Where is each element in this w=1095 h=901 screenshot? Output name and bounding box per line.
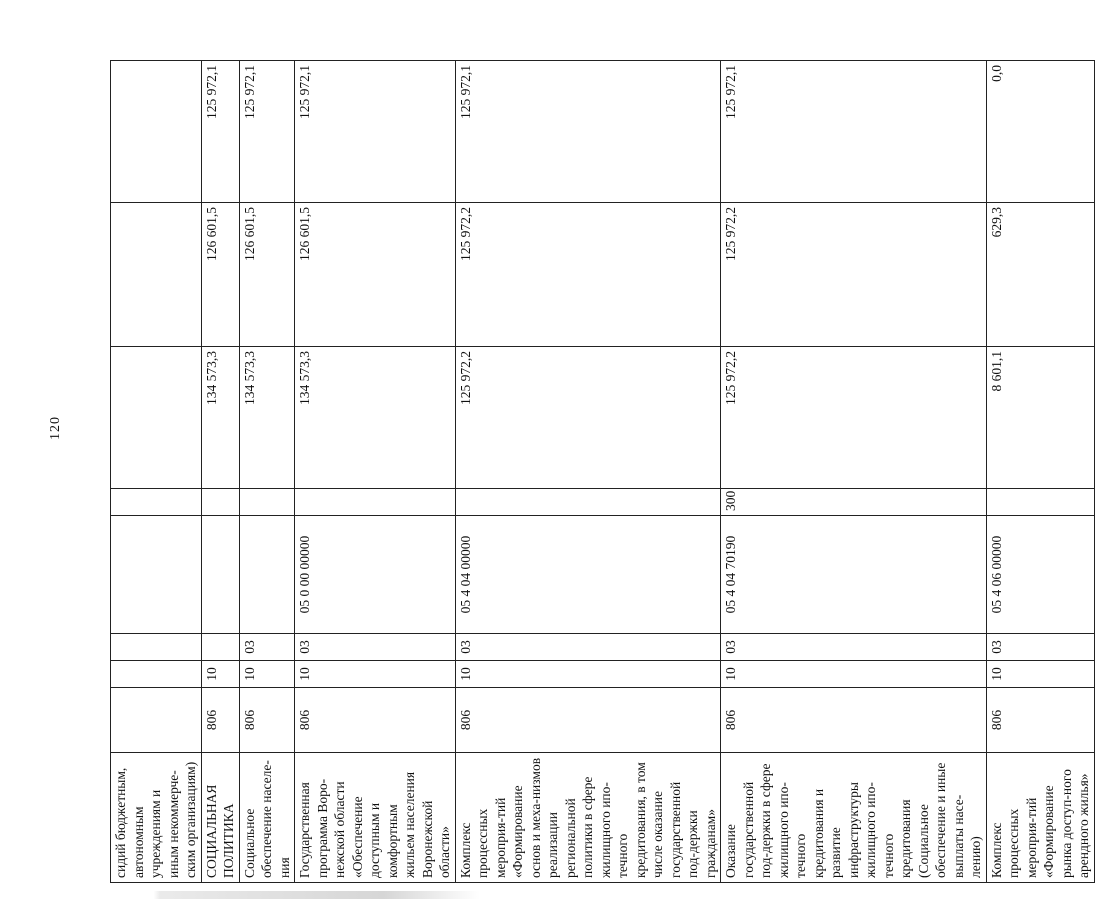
amount-year2-cell: 125 972,2 — [721, 203, 987, 347]
expense-type-cell: 300 — [721, 489, 987, 516]
section-code-cell: 10 — [295, 661, 456, 688]
amount-year1-cell: 134 573,3 — [201, 347, 239, 489]
section-code-cell: 10 — [455, 661, 721, 688]
table-row — [111, 61, 202, 883]
expense-type-cell — [111, 489, 202, 516]
amount-year2-cell: 125 972,2 — [455, 203, 721, 347]
amount-year2-cell: 126 601,5 — [201, 203, 239, 347]
target-article-cell: 05 4 04 70190 — [721, 516, 987, 634]
row-name-cell: Комплекс процессных мероприя-тий «Формирование рынка доступ-ного арендного жилья» — [986, 753, 1094, 883]
scan-edge-mark — [0, 891, 640, 899]
subsection-code-cell: 03 — [721, 634, 987, 661]
row-name-cell: Государственная программа Воро-нежской области «Обеспечение доступным и комфортным жильем населения Воронежской области» — [295, 753, 456, 883]
table-row — [455, 61, 721, 883]
table-row — [721, 61, 987, 883]
amount-year3-cell: 125 972,1 — [455, 61, 721, 203]
section-code-cell — [111, 661, 202, 688]
amount-year2-cell — [111, 203, 202, 347]
page-number: 120 — [48, 416, 63, 440]
grbs-code-cell: 806 — [201, 688, 239, 753]
amount-year3-cell — [111, 61, 202, 203]
amount-year1-cell — [111, 347, 202, 489]
row-name-cell: Социальное обеспечение населе-ния — [239, 753, 295, 883]
table-row — [295, 61, 456, 883]
amount-year3-cell: 125 972,1 — [201, 61, 239, 203]
amount-year3-cell: 125 972,1 — [239, 61, 295, 203]
table-row — [201, 61, 239, 883]
target-article-cell: 05 0 00 00000 — [295, 516, 456, 634]
row-name-cell: СОЦИАЛЬНАЯ ПОЛИТИКА — [201, 753, 239, 883]
amount-year1-cell: 125 972,2 — [721, 347, 987, 489]
expense-type-cell — [986, 489, 1094, 516]
amount-year3-cell: 0,0 — [986, 61, 1094, 203]
grbs-code-cell: 806 — [986, 688, 1094, 753]
section-code-cell: 10 — [201, 661, 239, 688]
budget-table — [110, 60, 1095, 883]
target-article-cell — [201, 516, 239, 634]
grbs-code-cell: 806 — [721, 688, 987, 753]
subsection-code-cell: 03 — [295, 634, 456, 661]
section-code-cell: 10 — [986, 661, 1094, 688]
table-row — [239, 61, 295, 883]
target-article-cell — [111, 516, 202, 634]
row-name-cell: сидий бюджетным, автономным учреждениям и иным некоммерче-ским организациям) — [111, 753, 202, 883]
amount-year3-cell: 125 972,1 — [295, 61, 456, 203]
amount-year2-cell: 126 601,5 — [239, 203, 295, 347]
row-name-cell: Оказание государственной под-держки в сфере жилищного ипо-течного кредитования и развитие инфраструктуры жилищного ипо-течного кредитования (Социальное обеспечение и иные выплаты насе-лению) — [721, 753, 987, 883]
amount-year1-cell: 125 972,2 — [455, 347, 721, 489]
target-article-cell: 05 4 06 00000 — [986, 516, 1094, 634]
section-code-cell: 10 — [239, 661, 295, 688]
section-code-cell: 10 — [721, 661, 987, 688]
grbs-code-cell: 806 — [295, 688, 456, 753]
row-name-cell: Комплекс процессных мероприя-тий «Формирование основ и меха-низмов реализации региональной политики в сфере жилищного ипо-течного кредитования, в том числе оказание государственной под-держки гражданам» — [455, 753, 721, 883]
grbs-code-cell: 806 — [455, 688, 721, 753]
amount-year3-cell: 125 972,1 — [721, 61, 987, 203]
expense-type-cell — [295, 489, 456, 516]
subsection-code-cell — [201, 634, 239, 661]
grbs-code-cell: 806 — [239, 688, 295, 753]
subsection-code-cell — [111, 634, 202, 661]
expense-type-cell — [455, 489, 721, 516]
rotated-page-content — [110, 61, 1091, 883]
amount-year1-cell: 8 601,1 — [986, 347, 1094, 489]
expense-type-cell — [239, 489, 295, 516]
subsection-code-cell: 03 — [239, 634, 295, 661]
subsection-code-cell: 03 — [455, 634, 721, 661]
amount-year1-cell: 134 573,3 — [239, 347, 295, 489]
subsection-code-cell: 03 — [986, 634, 1094, 661]
grbs-code-cell — [111, 688, 202, 753]
amount-year1-cell: 134 573,3 — [295, 347, 456, 489]
budget-table-body — [111, 61, 1095, 883]
amount-year2-cell: 126 601,5 — [295, 203, 456, 347]
target-article-cell — [239, 516, 295, 634]
amount-year2-cell: 629,3 — [986, 203, 1094, 347]
expense-type-cell — [201, 489, 239, 516]
target-article-cell: 05 4 04 00000 — [455, 516, 721, 634]
table-row — [986, 61, 1094, 883]
